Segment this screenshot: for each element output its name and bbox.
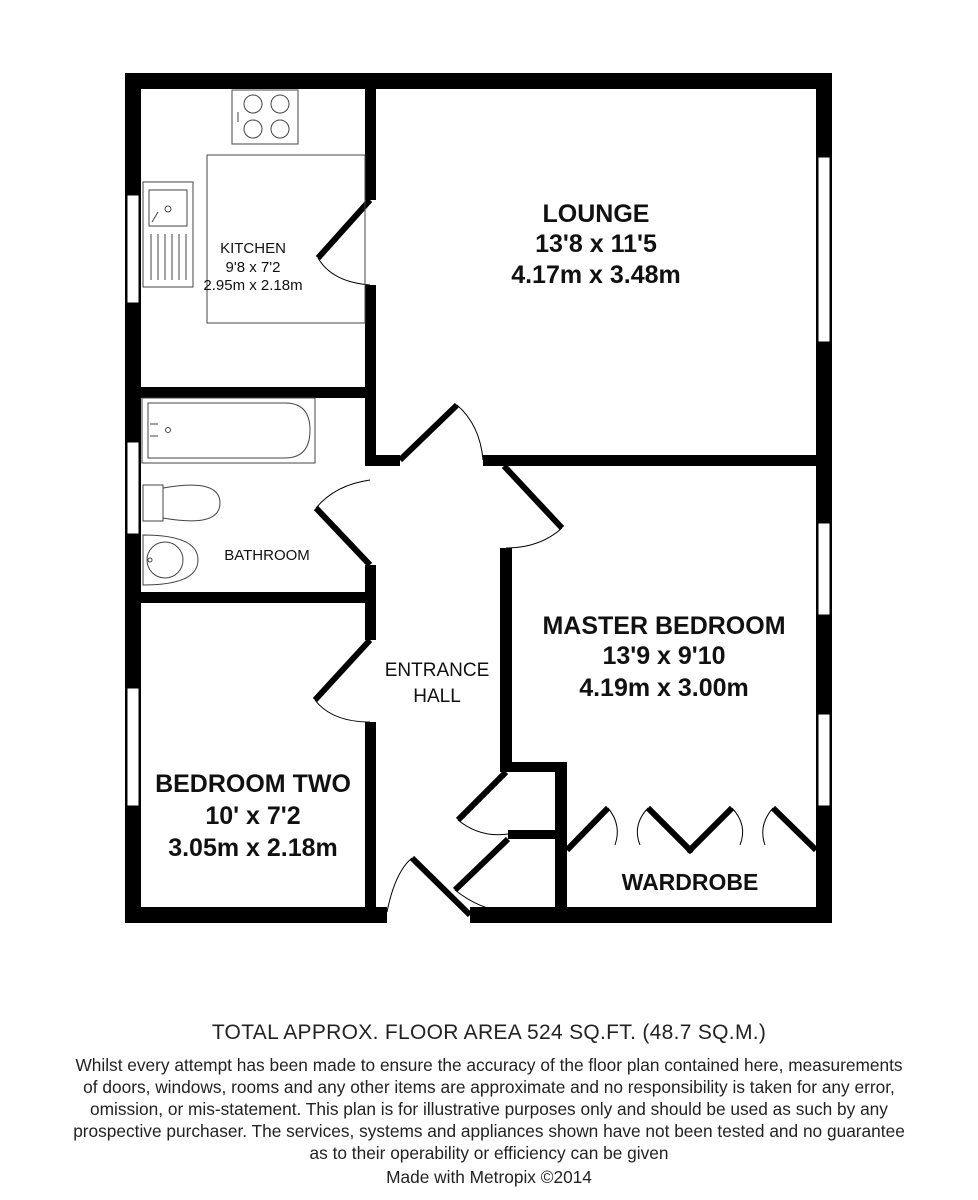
disclaimer-line: Whilst every attempt has been made to ensure the accuracy of the floor plan contained here, measurements: [75, 1055, 903, 1075]
door-lounge: [400, 405, 483, 460]
door-master-bedroom: [504, 466, 562, 548]
door-bathroom: [316, 480, 370, 565]
disclaimer-line: of doors, windows, rooms and any other items are approximate and no responsibility is taken for any error,: [83, 1077, 895, 1097]
bedroom-two-imperial: 10' x 7'2: [205, 802, 301, 830]
lounge-metric: 4.17m x 3.48m: [511, 261, 681, 289]
bath-icon: [142, 398, 315, 463]
wall-kitchen-lounge-lower: [365, 285, 376, 465]
kitchen-worktop: [207, 155, 365, 323]
disclaimer-line: prospective purchaser. The services, systems and appliances shown have not been tested and no guarantee: [73, 1121, 905, 1141]
lounge-imperial: 13'8 x 11'5: [535, 230, 657, 258]
window-master-lower: [818, 714, 830, 806]
wall-kitchen-lounge-upper: [365, 85, 376, 200]
basin-icon: [143, 535, 198, 585]
door-front: [387, 858, 508, 915]
entrance-hall-line1: ENTRANCE: [384, 660, 490, 681]
disclaimer-line: omission, or mis-statement. This plan is for illustrative purposes only and should be used as such by any: [90, 1099, 888, 1119]
disclaimer-line: as to their operability or efficiency can be given: [309, 1143, 669, 1163]
metropix-credit: Made with Metropix ©2014: [386, 1167, 592, 1187]
outer-wall-bottom-right: [470, 907, 832, 923]
bedroom-two-metric: 3.05m x 2.18m: [168, 834, 338, 862]
kitchen-metric: 2.95m x 2.18m: [203, 277, 303, 294]
wardrobe-name: WARDROBE: [621, 869, 759, 895]
sink-icon: [143, 182, 193, 287]
fixtures: [142, 90, 365, 585]
wall-bathroom-bedroom2: [125, 592, 375, 603]
bedroom-two-name: BEDROOM TWO: [155, 770, 351, 798]
wall-hall-lounge-left: [365, 455, 400, 466]
wall-cupboard-master: [555, 762, 567, 917]
window-bedroom-two: [127, 688, 139, 806]
window-kitchen: [127, 195, 139, 303]
door-cupboard-lower: [455, 839, 508, 912]
kitchen-imperial: 9'8 x 7'2: [225, 259, 281, 276]
room-labels: [155, 200, 785, 895]
wall-kitchen-bathroom: [125, 387, 375, 398]
window-bathroom: [127, 442, 139, 534]
lounge-name: LOUNGE: [542, 200, 650, 228]
master-bedroom-imperial: 13'9 x 9'10: [602, 642, 726, 670]
window-master-upper: [818, 523, 830, 615]
bathroom-name: BATHROOM: [224, 547, 310, 564]
wall-cupboard-top: [500, 762, 562, 772]
outer-wall-top: [125, 73, 832, 89]
wall-lounge-master: [483, 455, 823, 466]
toilet-icon: [143, 485, 220, 521]
wardrobe-doors: [567, 808, 816, 853]
hob-icon: [232, 90, 298, 144]
door-cupboard-upper: [458, 772, 508, 835]
kitchen-name: KITCHEN: [220, 240, 286, 257]
outer-wall-bottom-left: [125, 907, 387, 923]
floor-area-text: TOTAL APPROX. FLOOR AREA 524 SQ.FT. (48.7 SQ.M.): [211, 1021, 767, 1044]
window-lounge: [818, 157, 830, 342]
door-kitchen: [318, 200, 370, 285]
wall-bedroom2-hall: [365, 722, 376, 917]
entrance-hall-line2: HALL: [413, 686, 461, 707]
wall-cupboard-mid: [508, 830, 562, 839]
door-bedroom-two: [315, 640, 370, 722]
master-bedroom-name: MASTER BEDROOM: [542, 612, 786, 640]
disclaimer: [0, 1054, 978, 1164]
master-bedroom-metric: 4.19m x 3.00m: [579, 674, 749, 702]
wall-hall-master: [500, 548, 512, 768]
